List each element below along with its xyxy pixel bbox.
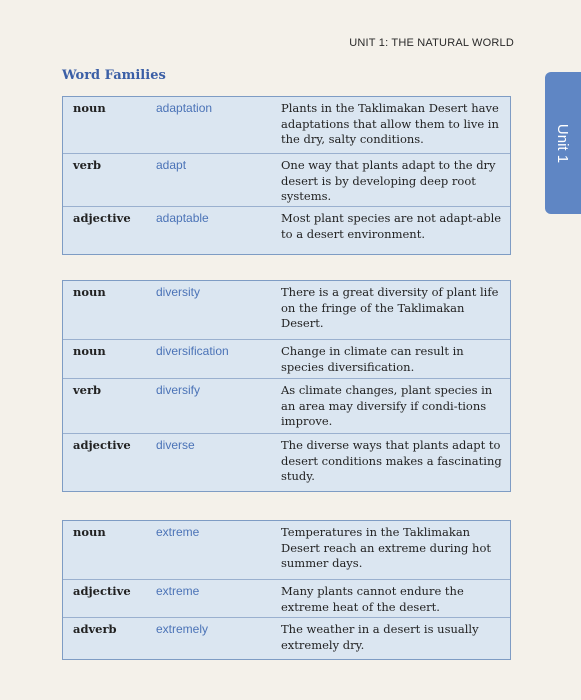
word-family-table-adapt: [62, 96, 511, 255]
table-row: [63, 521, 510, 579]
part-of-speech: noun: [73, 285, 106, 299]
example-sentence: Most plant species are not adapt-able to a desert environment.: [281, 211, 502, 241]
unit-tab-label: Unit 1: [554, 123, 572, 163]
table-row: [63, 433, 510, 491]
table-row: [63, 617, 510, 659]
word-form: extremely: [156, 622, 209, 636]
word-form: diverse: [156, 438, 195, 452]
unit-tab: [545, 72, 581, 214]
part-of-speech: adjective: [73, 438, 131, 452]
section-title: Word Families: [62, 68, 166, 83]
table-row: [63, 153, 510, 206]
part-of-speech: verb: [73, 158, 102, 172]
word-form: adaptable: [156, 211, 209, 225]
part-of-speech: noun: [73, 101, 106, 115]
word-family-table-extreme: [62, 520, 511, 660]
example-sentence: The weather in a desert is usually extremely dry.: [281, 622, 479, 652]
table-row: [63, 281, 510, 339]
word-family-table-diverse: [62, 280, 511, 492]
example-sentence: Change in climate can result in species diversification.: [281, 344, 464, 374]
part-of-speech: verb: [73, 383, 102, 397]
word-form: adaptation: [156, 101, 213, 115]
example-sentence: Temperatures in the Taklimakan Desert reach an extreme during hot summer days.: [281, 525, 491, 570]
word-form: extreme: [156, 525, 200, 539]
table-row: [63, 579, 510, 617]
example-sentence: As climate changes, plant species in an area may diversify if condi-tions improve.: [281, 383, 493, 428]
table-row: [63, 206, 510, 254]
table-row: [63, 378, 510, 433]
example-sentence: One way that plants adapt to the dry desert is by developing deep root systems.: [281, 158, 496, 203]
example-sentence: The diverse ways that plants adapt to desert conditions makes a fascinating study.: [281, 438, 502, 483]
part-of-speech: adjective: [73, 211, 131, 225]
part-of-speech: noun: [73, 344, 106, 358]
running-head: UNIT 1: THE NATURAL WORLD: [349, 37, 514, 49]
word-form: extreme: [156, 584, 200, 598]
word-form: diversify: [156, 383, 201, 397]
part-of-speech: noun: [73, 525, 106, 539]
word-form: diversity: [156, 285, 201, 299]
word-form: diversification: [156, 344, 229, 358]
example-sentence: Many plants cannot endure the extreme heat of the desert.: [281, 584, 464, 614]
part-of-speech: adverb: [73, 622, 117, 636]
example-sentence: There is a great diversity of plant life on the fringe of the Taklimakan Desert.: [281, 285, 499, 330]
table-row: [63, 97, 510, 153]
example-sentence: Plants in the Taklimakan Desert have adaptations that allow them to live in the dry, salty conditions.: [281, 101, 499, 146]
table-row: [63, 339, 510, 378]
word-form: adapt: [156, 158, 187, 172]
part-of-speech: adjective: [73, 584, 131, 598]
